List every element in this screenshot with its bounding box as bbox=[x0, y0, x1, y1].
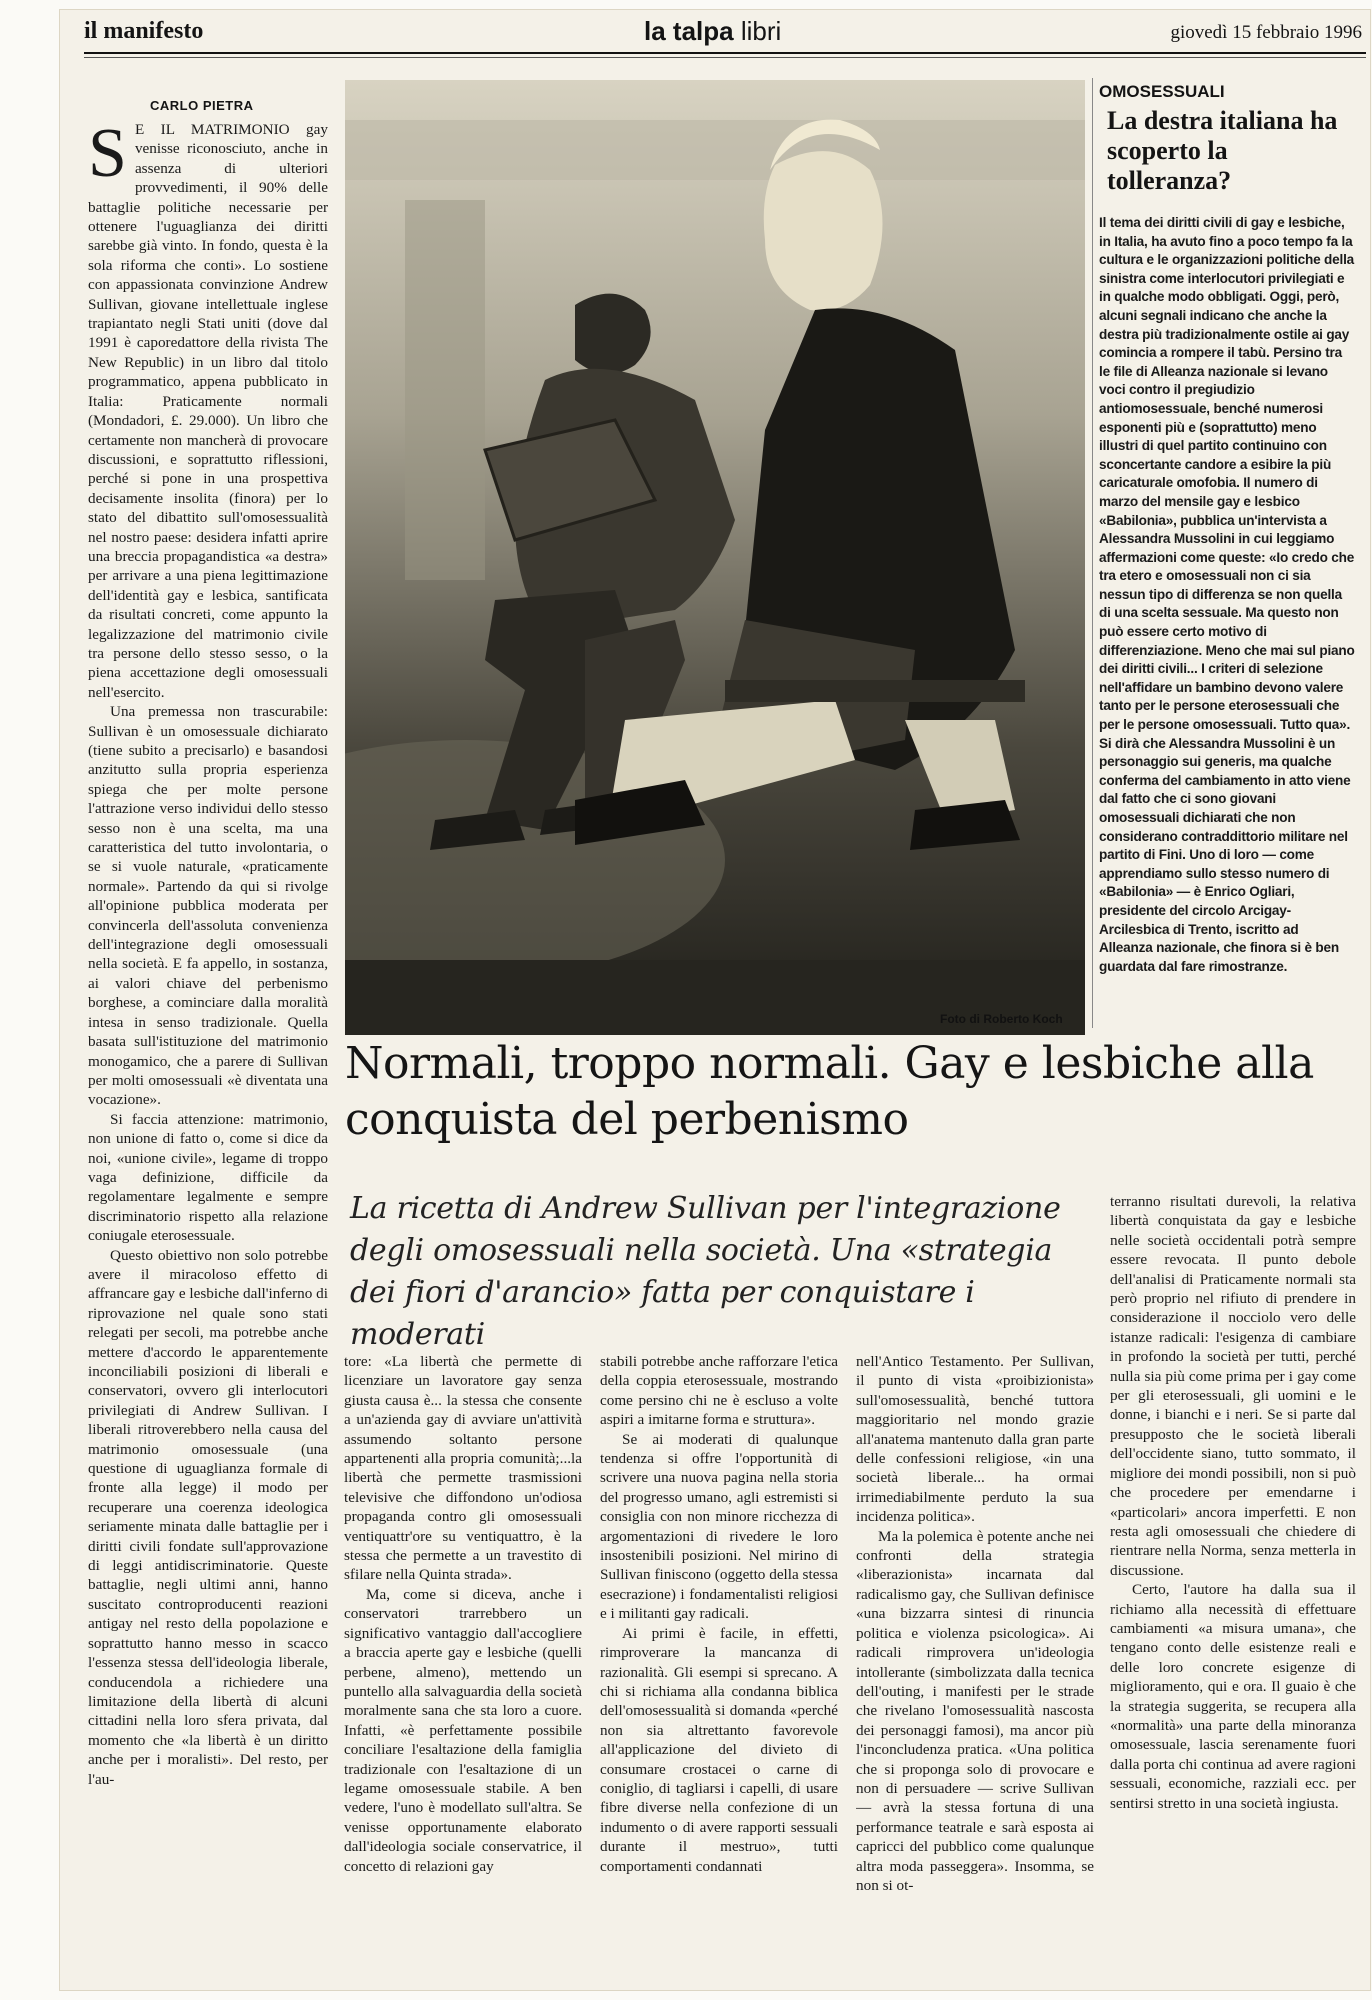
page-header bbox=[84, 14, 1366, 50]
article-headline: Normali, troppo normali. Gay e lesbiche alla conquista del perbenismo bbox=[345, 1038, 1314, 1145]
column-4-paragraph-1: nell'Antico Testamento. Per Sullivan, il punto di vista «proibizionista» sull'omosessualità, benché tuttora maggioritario nel mondo grazie all'anatema mantenuto dalla gran parte delle confessioni religiose, «in una società liberale... ha ormai irrimediabilmente perduto la sua incidenza politica». bbox=[856, 1353, 1094, 1526]
article-photo bbox=[345, 80, 1085, 1035]
article-column-3 bbox=[600, 1352, 838, 1982]
section-bold: la talpa bbox=[644, 16, 734, 46]
issue-date: giovedì 15 febbraio 1996 bbox=[1170, 22, 1362, 43]
column-2-paragraph-1: tore: «La libertà che permette di licenziare un lavoratore gay senza giusta causa è... la stessa che consente a un'azienda gay di avviare un'attività assumendo soltanto persone appartenenti alla propria comunità;...la libertà che permette trasmissioni televisive che diffondono un'odiosa propaganda contro gli omosessuali ventiquattr'ore su ventiquattro, è la stessa che permette a un travestito di sfilare nella Quinta strada». bbox=[344, 1353, 582, 1584]
sidebar-box bbox=[1092, 78, 1355, 1028]
photo-illustration bbox=[345, 80, 1085, 1035]
column-5-paragraph-2: Certo, l'autore ha dalla sua il richiamo alla necessità di effettuare cambiamenti «a misura umana», che tengano conto delle esistenze reali e delle loro concrete esigenze di miglioramento, qui e ora. Il guaio è che la strategia suggerita, se recupera alla «normalità» una parte della minoranza omosessuale, lascia serenamente fuori dalla porta chi continua ad avere ragioni sessuali, economiche, razziali ecc. per sentirsi stretto in una società ingiusta. bbox=[1110, 1581, 1356, 1812]
newspaper-name: il manifesto bbox=[84, 18, 204, 44]
sidebar-body: Il tema dei diritti civili di gay e lesbiche, in Italia, ha avuto fino a poco tempo fa la cultura e le organizzazioni politiche della sinistra come interlocutori privilegiati e in qualche modo obbligati. Oggi, però, alcuni segnali indicano che anche la destra più tradizionalmente ostile ai gay comincia a rompere il tabù. Persino tra le file di Alleanza nazionale si levano voci contro il pregiudizio antiomosessuale, benché numerosi esponenti più e (soprattutto) meno illustri di quel partito continuino con sconcertante candore a esibire la più caricaturale omofobia. Il numero di marzo del mensile gay e lesbico «Babilonia», pubblica un'intervista a Alessandra Mussolini in cui leggiamo affermazioni come queste: «Io credo che tra etero e omosessuali non ci sia nessun tipo di differenza se non quella di una scelta sessuale. Ma questo non può essere certo motivo di differenziazione. Meno che mai sul piano dei diritti civili... I criteri di selezione nell'affidare un bambino devono valere tanto per le persone eterosessuali che per le persone omosessuali. Tutto qua». Si dirà che Alessandra Mussolini è un personaggio sui generis, ma qualche conferma del cambiamento in atto viene dal fatto che ci sono giovani omosessuali dichiarati che non considerano contraddittorio militare nel partito di Fini. Uno di loro — come apprendiamo sullo stesso numero di «Babilonia» — è Enrico Ogliari, presidente del circolo Arcigay-Arcilesbica di Trento, iscritto ad Alleanza nazionale, che finora si è ben guardata dal fare rimostranze. bbox=[1099, 215, 1355, 974]
column-3-paragraph-1: stabili potrebbe anche rafforzare l'etica della coppia eterosessuale, mostrando come persino chi ne è escluso a volte aspiri a imitarne forma e struttura». bbox=[600, 1353, 838, 1429]
article-column-1 bbox=[88, 120, 328, 1980]
paragraph-4: Questo obiettivo non solo potrebbe avere il miracoloso effetto di affrancare gay e lesbiche dall'inferno di riprovazione nel quale sono stati relegati per secoli, ma potrebbe anche mettere d'accordo le apparentemente inconciliabili posizioni di liberali e conservatori, ovvero gli interlocutori privilegiati di Andrew Sullivan. I liberali ritroverebbero nella causa del matrimonio omosessuale (una questione di uguaglianza formale di fronte alla legge) il modo per recuperare una coerenza ideologica seriamente minata dalle battaglie per i diritti civili fondate sull'approvazione di leggi antidiscriminatorie. Queste battaglie, negli ultimi anni, hanno suscitato controproducenti reazioni antigay nel resto della popolazione e soprattutto hanno messo in scacco l'essenza stessa dell'ideologia liberale, conducendola a richiedere una limitazione della libertà di alcuni cittadini nella loro sfera privata, dal momento che «la libertà è un diritto anche per i moralisti». Del resto, per l'au- bbox=[88, 1246, 328, 1788]
column-3-paragraph-3: Ai primi è facile, in effetti, rimproverare la mancanza di razionalità. Gli esempi si sprecano. A chi si richiama alla condanna biblica dell'omosessualità si domanda «perché non sia altrettanto favorevole all'applicazione del divieto di consumare crostacei o carne di coniglio, di tagliarsi i capelli, di usare fibre diverse nella confezione di un indumento o di avere rapporti sessuali durante il mestruo», tutti comportamenti condannati bbox=[600, 1624, 838, 1875]
sidebar-tag: OMOSESSUALI bbox=[1099, 82, 1225, 101]
section-light: libri bbox=[740, 16, 782, 46]
column-2-paragraph-2: Ma, come si diceva, anche i conservatori trarrebbero un significativo vantaggio dall'accogliere a braccia aperte gay e lesbiche (quelli perbene, almeno), mettendo un puntello alla salvaguardia della società moralmente sana che sta loro a cuore. Infatti, «è perfettamente possibile conciliare l'esaltazione della famiglia tradizionale con l'esaltazione di un legame omosessuale stabile. A ben vedere, l'uno è modellato sull'altra. Se venisse opportunamente elaborato dall'ideologia sociale conservatrice, il concetto di relazioni gay bbox=[344, 1585, 582, 1875]
column-5-paragraph-1: terranno risultati durevoli, la relativa libertà conquistata da gay e lesbiche nelle società occidentali potrà sempre essere revocata. Il punto debole dell'analisi di Praticamente normali sta però proprio nel rifiuto di prendere in considerazione il nocciolo vero delle istanze radicali: l'esigenza di cambiare in profondo la società per tutti, perché nulla sia più come prima per i gay come per gli eterosessuali, gli uomini e le donne, i bianchi e i neri. Se si parte dal presupposto che le società liberali dell'occidente siano, tutto sommato, il migliore dei mondi possibili, non si può che procedere per emendarne i «particolari» ancora imperfetti. E non resta agli omosessuali che chiedere di rientrare nella Norma, senza metterla in discussione. bbox=[1110, 1193, 1356, 1579]
lead-paragraph bbox=[88, 120, 328, 702]
section-title bbox=[644, 16, 781, 47]
photo-credit: Foto di Roberto Koch bbox=[940, 1012, 1063, 1026]
article-column-4 bbox=[856, 1352, 1094, 1982]
column-4-paragraph-2: Ma la polemica è potente anche nei confronti della strategia «liberazionista» incarnata dal radicalismo gay, che Sullivan definisce «una bizzarra sintesi di rinuncia politica e violenza psicologica». Ai radicali rimprovera un'ideologia intollerante (simbolizzata dalla tecnica dell'outing, i manifesti per le strade che rivelano l'omosessualità nascosta dei personaggi famosi), ma ancor più l'inconcludenza pratica. «Una politica che si proponga solo di provocare e non di persuadere — scrive Sullivan — avrà la stessa fortuna di una performance teatrale e sarà esposta ai capricci del pubblico come qualunque altra moda passeggera». Insomma, se non si ot- bbox=[856, 1527, 1094, 1894]
article-deck: La ricetta di Andrew Sullivan per l'integrazione degli omosessuali nella società. Una «strategia dei fiori d'arancio» fatta per conquistare i moderati bbox=[350, 1191, 1061, 1352]
column-3-paragraph-2: Se ai moderati di qualunque tendenza si offre l'opportunità di scrivere una nuova pagina nella storia del progresso umano, agli estremisti si consiglia con non minore ricchezza di argomentazioni di rivedere le loro insostenibili posizioni. Nel mirino di Sullivan finiscono (oggetto della stessa esecrazione) i fondamentalisti religiosi e i militanti gay radicali. bbox=[600, 1430, 838, 1623]
header-rule-thin bbox=[84, 57, 1366, 58]
article-column-2 bbox=[344, 1352, 582, 1982]
drop-cap: S bbox=[88, 120, 127, 192]
paragraph-1: E IL MATRIMONIO gay venisse riconosciuto, anche in assenza di ulteriori provvedimenti, il 90% delle battaglie politiche necessarie per ottenere l'uguaglianza dei diritti sarebbe già vinto. In fondo, questa è la sola riforma che conti». Lo sostiene con appassionata convinzione Andrew Sullivan, giovane intellettuale inglese trapiantato negli Stati uniti (dove dal 1991 è caporedattore della rivista The New Republic) in un libro dal titolo programmatico, appena pubblicato in Italia: Praticamente normali (Mondadori, £. 29.000). Un libro che certamente non mancherà di provocare discussioni, e soprattutto riflessioni, perché si pone in una prospettiva decisamente insolita (finora) per lo stato del dibattito sull'omosessualità nel nostro paese: desidera infatti aprire una breccia propagandistica «a destra» per arrivare a una piena legittimazione dell'identità gay e lesbica, santificata da risultati concreti, come appunto la legalizzazione del matrimonio civile tra persone dello stesso sesso, o la piena accettazione degli omosessuali nell'esercito. bbox=[88, 121, 328, 701]
sidebar-title: La destra italiana ha scoperto la tolleranza? bbox=[1107, 106, 1338, 195]
paragraph-2: Una premessa non trascurabile: Sullivan è un omosessuale dichiarato (tiene subito a precisarlo) e basandosi anzitutto sulla propria esperienza spiega che per molte persone l'attrazione verso individui dello stesso sesso non è una scelta, ma una caratteristica del tutto involontaria, o se si vuole naturale, «praticamente normale». Partendo da qui si rivolge all'opinione pubblica moderata per convincerla dell'assoluta convenienza dell'integrazione degli omosessuali nella società. E fa appello, in sostanza, ai valori chiave del perbenismo borghese, a cominciare dalla moralità intesa in senso tradizionale. Quella basata sull'istituzione del matrimonio monogamico, che a parere di Sullivan per molti omosessuali «è diventata una vocazione». bbox=[88, 703, 328, 1109]
paragraph-3: Si faccia attenzione: matrimonio, non unione di fatto o, come si dice da noi, «unione civile», legame di troppo vaga definizione, difficile da regolamentare legalmente e sempre discriminatorio rispetto alla relazione coniugale eterosessuale. bbox=[88, 1110, 328, 1245]
article-column-5 bbox=[1110, 1192, 1356, 1982]
header-rule bbox=[84, 52, 1366, 54]
author-byline: CARLO PIETRA bbox=[150, 98, 254, 113]
